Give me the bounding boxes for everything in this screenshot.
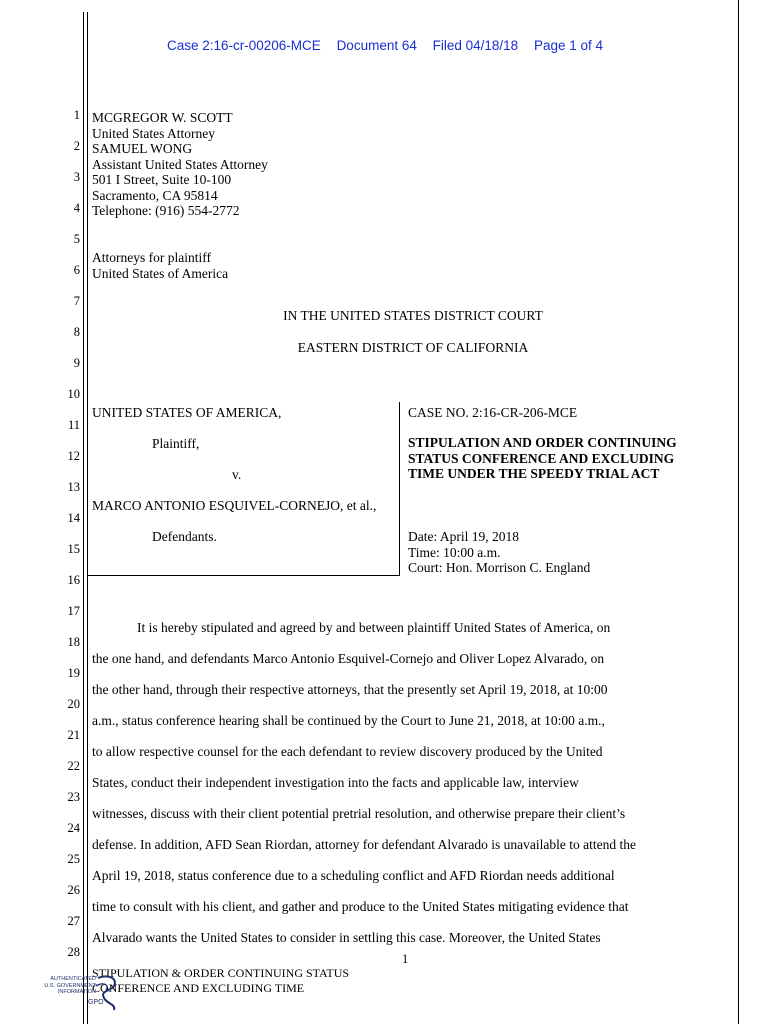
body-line: time to consult with his client, and gather and produce to the United States mitigating evidence that — [92, 899, 629, 914]
body-line: April 19, 2018, status conference due to a scheduling conflict and AFD Riordan needs additional — [92, 868, 615, 883]
document-title — [408, 435, 677, 482]
attorney-line: SAMUEL WONG — [92, 141, 193, 156]
case-header — [0, 38, 770, 53]
caption-plaintiff-role: Plaintiff, — [152, 436, 200, 451]
seal-text — [40, 976, 96, 996]
caption-divider-vertical — [399, 402, 400, 576]
line-number: 22 — [67, 759, 80, 773]
footer-title-line: STIPULATION & ORDER CONTINUING STATUS — [92, 966, 350, 980]
line-number: 2 — [73, 139, 80, 153]
seal-gpo-label: GPO — [88, 999, 104, 1006]
hearing-time: Time: 10:00 a.m. — [408, 544, 501, 560]
line-number: 17 — [67, 604, 80, 618]
body-line: States, conduct their independent investigation into the facts and applicable law, interview — [92, 775, 579, 790]
attorney-line: Sacramento, CA 95814 — [92, 187, 218, 203]
document-number: Document 64 — [336, 38, 417, 53]
document-title-line: STATUS CONFERENCE AND EXCLUDING — [408, 450, 675, 466]
line-number: 24 — [67, 821, 80, 835]
body-line: witnesses, discuss with their client potential pretrial resolution, and otherwise prepare their client’s — [92, 806, 626, 821]
line-number: 19 — [67, 666, 80, 680]
attorneys-for-line: United States of America — [92, 265, 229, 281]
attorney-block — [92, 110, 268, 219]
footer-title — [92, 966, 349, 996]
gpo-seal — [40, 972, 125, 1018]
line-number: 23 — [67, 790, 80, 804]
hearing-court: Court: Hon. Morrison C. England — [408, 560, 591, 575]
caption-versus: v. — [232, 467, 242, 482]
body-line: a.m., status conference hearing shall be continued by the Court to June 21, 2018, at 10:00 a.m., — [92, 713, 605, 728]
attorney-line: Telephone: (916) 554-2772 — [92, 203, 240, 218]
left-margin-rule-1 — [83, 12, 84, 1024]
line-number: 16 — [67, 573, 80, 587]
line-number: 9 — [73, 356, 80, 370]
page-indicator: Page 1 of 4 — [533, 38, 604, 53]
line-number: 15 — [67, 542, 80, 556]
court-district: EASTERN DISTRICT OF CALIFORNIA — [297, 340, 529, 355]
line-number: 13 — [67, 480, 80, 494]
caption-defendant-role: Defendants. — [152, 529, 217, 544]
line-number: 27 — [67, 914, 80, 928]
document-title-line: TIME UNDER THE SPEEDY TRIAL ACT — [408, 466, 660, 481]
line-number: 14 — [67, 511, 80, 525]
document-title-line: STIPULATION AND ORDER CONTINUING — [408, 435, 677, 450]
hearing-date: Date: April 19, 2018 — [408, 529, 519, 544]
line-number: 6 — [73, 263, 80, 277]
footer-title-line: CONFERENCE AND EXCLUDING TIME — [92, 981, 305, 995]
line-number: 11 — [67, 418, 80, 432]
line-number: 8 — [73, 325, 80, 339]
left-margin-rule-2 — [87, 12, 88, 1024]
line-number: 12 — [67, 449, 80, 463]
line-number: 26 — [67, 883, 80, 897]
line-number: 18 — [67, 635, 80, 649]
line-number: 10 — [67, 387, 80, 401]
case-number: Case 2:16-cr-00206-MCE — [166, 38, 321, 53]
line-number: 4 — [73, 201, 80, 215]
line-number: 21 — [67, 728, 80, 742]
attorney-line: 501 I Street, Suite 10-100 — [92, 172, 232, 187]
body-line: the one hand, and defendants Marco Antonio Esquivel-Cornejo and Oliver Lopez Alvarado, on — [92, 651, 605, 666]
attorney-line: MCGREGOR W. SCOTT — [92, 110, 233, 125]
line-number: 3 — [73, 170, 80, 184]
seal-line: U.S. GOVERNMENT — [44, 982, 96, 989]
hearing-info — [408, 529, 590, 576]
attorney-line: United States Attorney — [92, 125, 215, 141]
line-number: 5 — [73, 232, 80, 246]
seal-line: AUTHENTICATED — [50, 976, 96, 982]
line-number: 25 — [67, 852, 80, 866]
case-number-label: CASE NO. 2:16-CR-206-MCE — [408, 405, 578, 420]
body-line: defense. In addition, AFD Sean Riordan, attorney for defendant Alvarado is unavailable to attend the — [92, 837, 636, 852]
line-number: 7 — [73, 294, 80, 308]
attorney-line: Assistant United States Attorney — [92, 156, 268, 172]
footer-page-number: 1 — [402, 952, 409, 966]
body-line: Alvarado wants the United States to consider in settling this case. Moreover, the United States — [92, 930, 601, 945]
line-number: 1 — [73, 108, 80, 122]
line-number: 20 — [67, 697, 80, 711]
body-line: the other hand, through their respective attorneys, that the presently set April 19, 2018, at 10:00 — [92, 682, 608, 697]
seal-line: INFORMATION — [57, 989, 96, 995]
body-line: It is hereby stipulated and agreed by and between plaintiff United States of America, on — [137, 620, 611, 635]
caption-divider-horizontal — [88, 575, 400, 576]
attorneys-for-block — [92, 250, 228, 281]
right-margin-rule — [738, 0, 739, 1024]
caption-defendant: MARCO ANTONIO ESQUIVEL-CORNEJO, et al., — [92, 498, 377, 513]
court-name: IN THE UNITED STATES DISTRICT COURT — [283, 308, 543, 323]
line-number: 28 — [67, 945, 80, 959]
eagle-seal-icon — [92, 972, 122, 1012]
filed-date: Filed 04/18/18 — [432, 38, 519, 53]
body-line: to allow respective counsel for the each defendant to review discovery produced by the United — [92, 744, 603, 759]
caption-plaintiff: UNITED STATES OF AMERICA, — [92, 405, 282, 420]
attorneys-for-line: Attorneys for plaintiff — [92, 250, 211, 265]
